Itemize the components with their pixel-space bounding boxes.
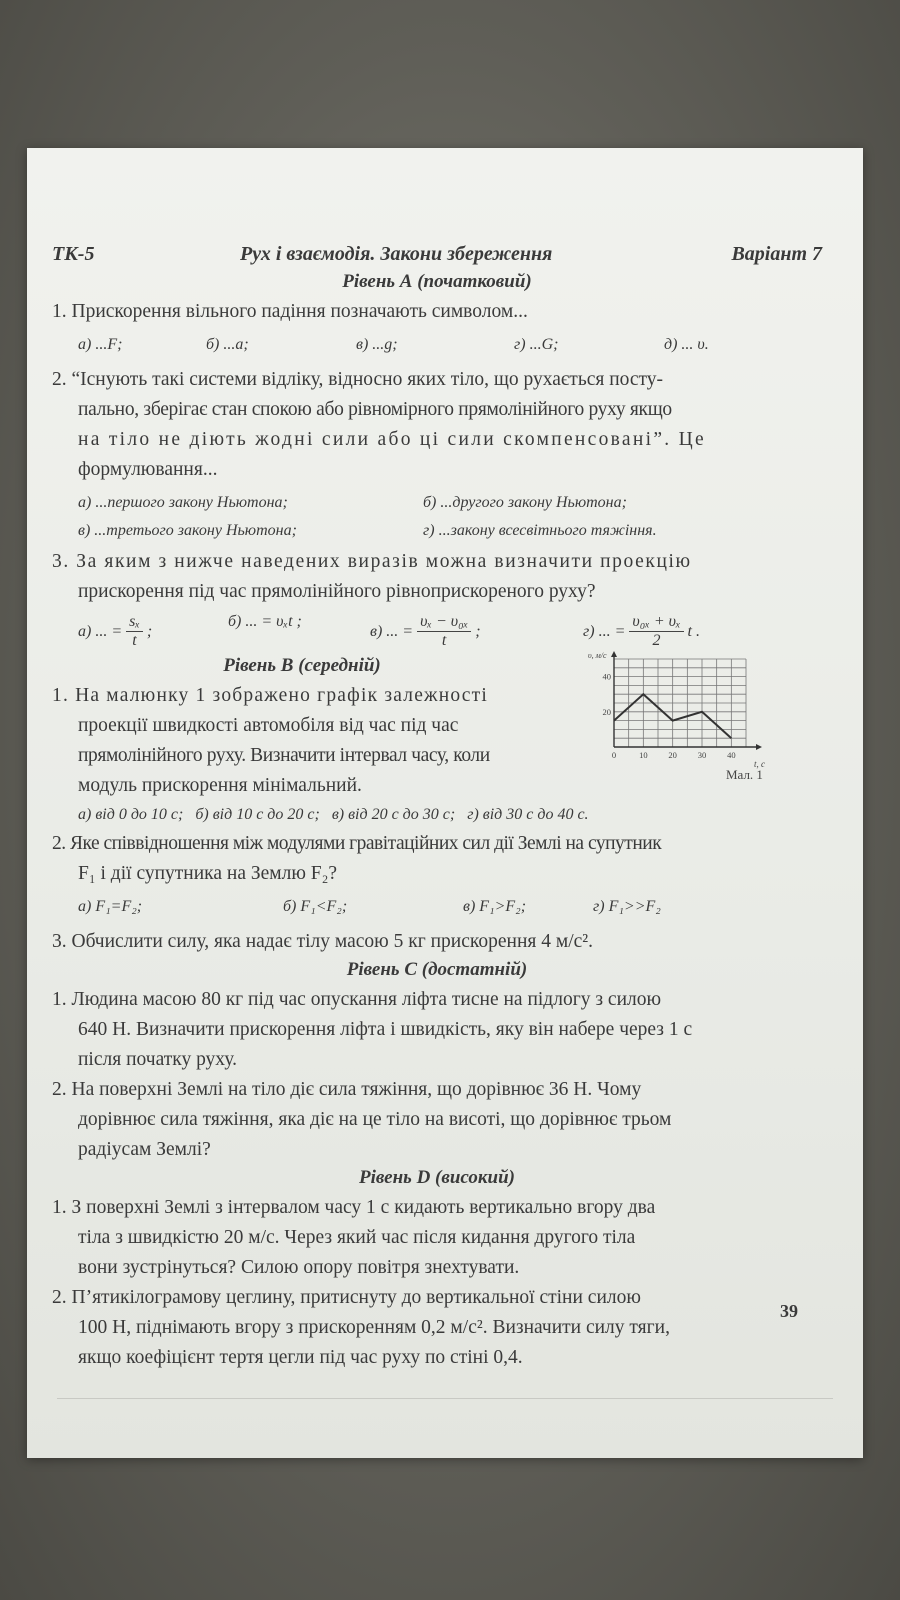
answer-option: г) ...G; — [514, 336, 559, 353]
answer-option: в) ...g; — [356, 336, 398, 353]
question-line: модуль прискорення мінімальний. — [78, 775, 362, 796]
graph-axes — [611, 651, 762, 750]
test-code: ТК-5 — [52, 243, 95, 265]
question-line: 1. На малюнку 1 зображено графік залежності — [52, 685, 488, 706]
numerator: υₓ − υ₀ₓ — [417, 613, 471, 632]
question-line: тіла з швидкістю 20 м/с. Через який час після кидання другого тіла — [78, 1227, 636, 1248]
x-axis-label: t, c — [754, 759, 765, 769]
question-line: якщо коефіцієнт тертя цегли під час руху по стіні 0,4. — [78, 1347, 523, 1368]
formula-label: б) ... = υₓt ; — [228, 613, 302, 630]
answer-option: б) ...a; — [206, 336, 249, 353]
level-a-q1-answers — [78, 331, 822, 359]
answer-option: в) F₁>F₂; — [463, 898, 527, 915]
answer-option: а) ...першого закону Ньютона; — [78, 494, 288, 511]
question-line: 2. На поверхні Землі на тіло діє сила тяжіння, що дорівнює 36 Н. Чому — [52, 1079, 642, 1100]
fraction — [417, 613, 471, 650]
page-number: 39 — [780, 1301, 798, 1321]
question-line: формулювання... — [78, 459, 218, 480]
question-line: вони зустрінуться? Силою опору повітря знехтувати. — [78, 1257, 520, 1278]
formula-option-d — [583, 613, 700, 650]
level-a-question-2 — [52, 365, 822, 485]
level-b-question-1 — [52, 681, 552, 801]
variant-label: Варіант 7 — [731, 243, 822, 265]
question-line: радіусам Землі? — [78, 1139, 211, 1160]
y-tick-label: 20 — [602, 706, 611, 717]
x-tick-label: 40 — [727, 750, 736, 760]
level-b-title: Рівень В (середній) — [223, 655, 381, 676]
question-line: прямолінійного руху. Визначити інтервал часу, коли — [78, 745, 490, 766]
question-line: прискорення під час прямолінійного рівноприскореного руху? — [78, 581, 596, 602]
figure-caption: Мал. 1 — [726, 767, 763, 779]
footer-rule — [57, 1398, 833, 1399]
topic-title: Рух і взаємодія. Закони збереження — [240, 243, 553, 265]
answer-option: а) F₁=F₂; — [78, 898, 143, 915]
question-line: 100 Н, піднімають вгору з прискоренням 0,2 м/с². Визначити силу тяги, — [78, 1317, 670, 1338]
formula-label: г) ... = — [583, 622, 626, 640]
x-axis-arrow — [756, 744, 762, 750]
y-axis-arrow — [611, 651, 617, 657]
level-c-question-1 — [52, 985, 822, 1075]
x-tick-label: 30 — [697, 750, 707, 760]
question-line: F₁ і дії супутника на Землю F₂? — [78, 863, 338, 884]
formula-option-c: в) ... = $\frac{\text{υₓ − υ₀ₓ}}{t}$ ; — [370, 613, 481, 649]
level-a-question-3 — [52, 547, 822, 607]
level-d-question-1 — [52, 1193, 822, 1283]
formula-option-b — [228, 613, 302, 631]
page-header — [52, 243, 822, 269]
answer-option: б) F₁<F₂; — [283, 898, 348, 915]
velocity-time-graph — [586, 649, 796, 779]
worksheet-page — [27, 148, 863, 1458]
level-a-q2-answers — [78, 489, 822, 545]
x-tick-label: 20 — [668, 750, 677, 760]
x-tick-label: 0 — [611, 750, 617, 760]
question-line: проекції швидкості автомобіля від час під час — [78, 715, 459, 736]
level-b-q1-answers: а) від 0 до 10 с; б) від 10 с до 20 с; в) від 20 с до 30 с; г) від 30 с до 40 с. — [78, 806, 589, 823]
level-d-title: Рівень D (високий) — [359, 1167, 515, 1188]
y-axis-label: υ, м/с — [588, 651, 607, 660]
formula-label: а) ... = — [78, 622, 123, 640]
formula-label: в) ... = — [370, 622, 414, 640]
question-line: дорівнює сила тяжіння, яка діє на це тіло на висоті, що дорівнює трьом — [78, 1109, 672, 1130]
question-line: 3. За яким з нижче наведених виразів можна визначити проекцію — [52, 551, 692, 572]
question-line: після початку руху. — [78, 1049, 237, 1070]
answer-option: а) ...F; — [78, 336, 123, 353]
question-line: 1. З поверхні Землі з інтервалом часу 1 с кидають вертикально вгору два — [52, 1197, 656, 1218]
level-d-question-2 — [52, 1283, 822, 1373]
question-line: 1. Людина масою 80 кг під час опускання ліфта тисне на підлогу з силою — [52, 989, 662, 1010]
question-line: на тіло не діють жодні сили або ці сили скомпенсовані”. Це — [78, 429, 706, 450]
level-b-block — [52, 651, 822, 801]
answer-option: в) ...третього закону Ньютона; — [78, 522, 297, 539]
level-c-question-2 — [52, 1075, 822, 1165]
level-b-question-2 — [52, 829, 822, 889]
y-tick-label: 40 — [602, 671, 611, 682]
fraction — [629, 613, 683, 650]
answer-option: г) F₁>>F₂ — [593, 898, 661, 915]
fraction — [126, 613, 143, 650]
page-content — [52, 243, 822, 1373]
question-line: 2. “Існують такі системи відліку, відносно яких тіло, що рухається посту- — [52, 369, 664, 390]
level-a-q3-answers — [78, 607, 822, 653]
level-c-title: Рівень С (достатній) — [346, 959, 528, 980]
level-b-question-3: 3. Обчислити силу, яка надає тілу масою 5 кг прискорення 4 м/с². — [52, 931, 593, 952]
level-a-question-1: 1. Прискорення вільного падіння позначають символом... — [52, 301, 528, 322]
question-line: пально, зберігає стан спокою або рівномірного прямолінійного руху якщо — [78, 399, 672, 420]
denominator: 2 — [652, 632, 661, 649]
level-a-title: Рівень А (початковий) — [342, 271, 532, 292]
level-b-q2-answers — [78, 893, 822, 921]
formula-option-a: а) ... = $\frac{\text{sₓ}}{t}$ ; — [78, 613, 153, 649]
question-line: 2. Яке співвідношення між модулями гравітаційних сил дії Землі на супутник — [52, 833, 662, 854]
numerator: υ₀ₓ + υₓ — [629, 613, 683, 632]
question-line: 640 Н. Визначити прискорення ліфта і швидкість, яку він набере через 1 с — [78, 1019, 693, 1040]
denominator: t — [132, 632, 137, 649]
answer-option: б) ...другого закону Ньютона; — [423, 494, 627, 511]
answer-option: г) ...закону всесвітнього тяжіння. — [423, 522, 657, 539]
x-tick-label: 10 — [639, 750, 648, 760]
answer-option: д) ... υ. — [664, 336, 709, 353]
numerator: sₓ — [126, 613, 143, 632]
formula-suffix: t . — [687, 622, 700, 640]
denominator: t — [441, 632, 447, 649]
question-line: 2. П’ятикілограмову цеглину, притиснуту до вертикальної стіни силою — [52, 1287, 641, 1308]
